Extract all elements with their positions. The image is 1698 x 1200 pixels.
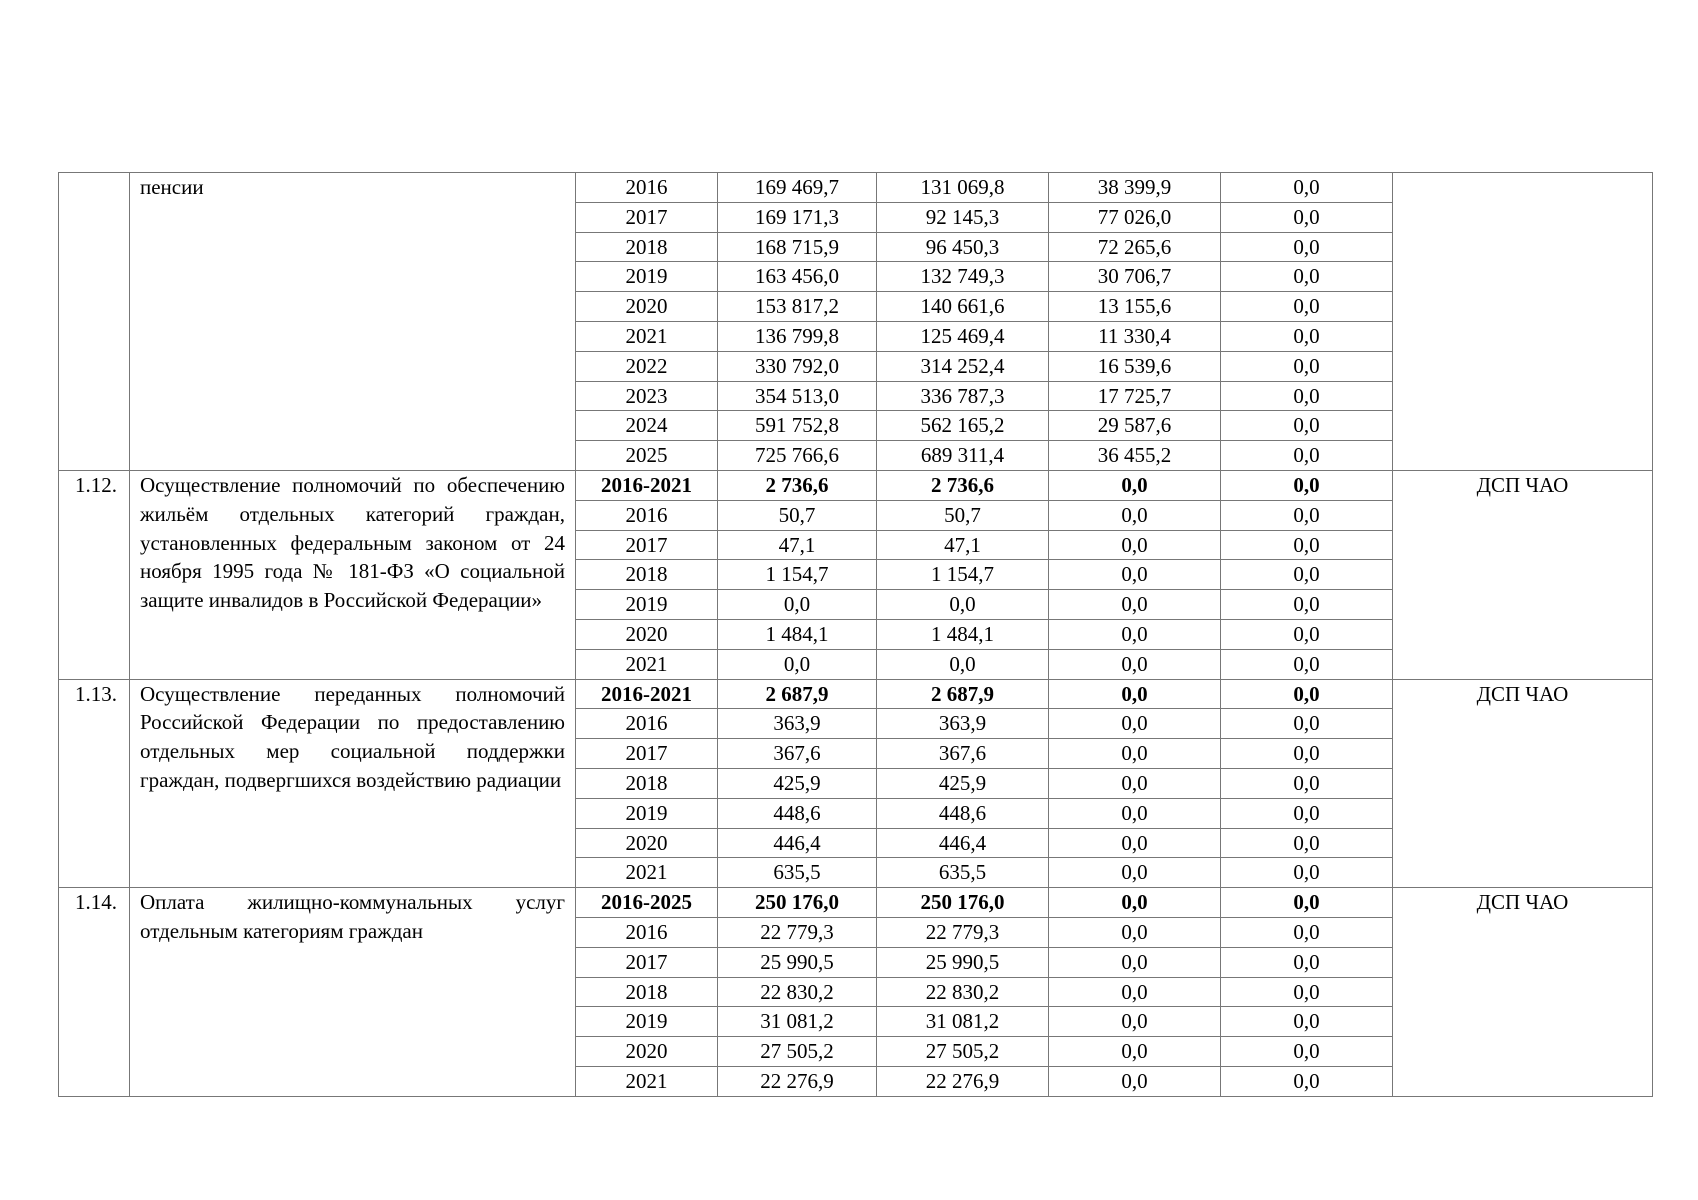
funding-cell-2: 336 787,3 bbox=[877, 381, 1049, 411]
funding-cell-2: 140 661,6 bbox=[877, 292, 1049, 322]
period-cell: 2020 bbox=[576, 292, 718, 322]
funding-cell-4: 0,0 bbox=[1221, 977, 1393, 1007]
funding-cell-4: 0,0 bbox=[1221, 560, 1393, 590]
funding-cell-4: 0,0 bbox=[1221, 888, 1393, 918]
funding-cell-3: 72 265,6 bbox=[1049, 232, 1221, 262]
total-amount-cell: 635,5 bbox=[718, 858, 877, 888]
total-amount-cell: 354 513,0 bbox=[718, 381, 877, 411]
item-description: Осуществление переданных полномочий Российской Федерации по предоставлению отдельных мер социальной поддержки граждан, подвергшихся воздействию радиации bbox=[130, 679, 576, 888]
total-amount-cell: 22 830,2 bbox=[718, 977, 877, 1007]
period-cell: 2020 bbox=[576, 828, 718, 858]
funding-cell-4: 0,0 bbox=[1221, 798, 1393, 828]
period-cell: 2016 bbox=[576, 917, 718, 947]
funding-cell-4: 0,0 bbox=[1221, 321, 1393, 351]
executor-cell bbox=[1393, 173, 1653, 471]
funding-cell-3: 0,0 bbox=[1049, 709, 1221, 739]
funding-cell-3: 0,0 bbox=[1049, 679, 1221, 709]
funding-cell-3: 0,0 bbox=[1049, 828, 1221, 858]
total-amount-cell: 446,4 bbox=[718, 828, 877, 858]
total-amount-cell: 25 990,5 bbox=[718, 947, 877, 977]
funding-cell-3: 0,0 bbox=[1049, 858, 1221, 888]
total-amount-cell: 363,9 bbox=[718, 709, 877, 739]
period-cell: 2018 bbox=[576, 560, 718, 590]
funding-cell-2: 22 276,9 bbox=[877, 1066, 1049, 1096]
funding-cell-3: 30 706,7 bbox=[1049, 262, 1221, 292]
funding-cell-3: 0,0 bbox=[1049, 977, 1221, 1007]
period-cell: 2019 bbox=[576, 1007, 718, 1037]
total-amount-cell: 1 154,7 bbox=[718, 560, 877, 590]
funding-cell-4: 0,0 bbox=[1221, 351, 1393, 381]
funding-cell-3: 0,0 bbox=[1049, 917, 1221, 947]
funding-cell-3: 0,0 bbox=[1049, 947, 1221, 977]
total-amount-cell: 2 736,6 bbox=[718, 470, 877, 500]
funding-cell-2: 25 990,5 bbox=[877, 947, 1049, 977]
funding-cell-4: 0,0 bbox=[1221, 262, 1393, 292]
funding-cell-3: 0,0 bbox=[1049, 1037, 1221, 1067]
item-description: Оплата жилищно-коммунальных услуг отдельным категориям граждан bbox=[130, 888, 576, 1097]
funding-cell-4: 0,0 bbox=[1221, 232, 1393, 262]
funding-cell-3: 0,0 bbox=[1049, 888, 1221, 918]
table-row bbox=[59, 173, 1653, 203]
funding-cell-2: 47,1 bbox=[877, 530, 1049, 560]
funding-cell-2: 22 830,2 bbox=[877, 977, 1049, 1007]
period-cell: 2019 bbox=[576, 798, 718, 828]
funding-cell-2: 363,9 bbox=[877, 709, 1049, 739]
table-body bbox=[59, 173, 1653, 1097]
item-description: пенсии bbox=[130, 173, 576, 471]
total-amount-cell: 0,0 bbox=[718, 590, 877, 620]
funding-cell-2: 1 154,7 bbox=[877, 560, 1049, 590]
period-cell: 2016 bbox=[576, 173, 718, 203]
funding-cell-2: 50,7 bbox=[877, 500, 1049, 530]
executor-cell: ДСП ЧАО bbox=[1393, 470, 1653, 679]
total-amount-cell: 168 715,9 bbox=[718, 232, 877, 262]
funding-cell-4: 0,0 bbox=[1221, 202, 1393, 232]
funding-cell-2: 2 736,6 bbox=[877, 470, 1049, 500]
funding-cell-2: 31 081,2 bbox=[877, 1007, 1049, 1037]
item-number bbox=[59, 173, 130, 471]
total-amount-cell: 0,0 bbox=[718, 649, 877, 679]
item-number: 1.13. bbox=[59, 679, 130, 888]
funding-cell-3: 0,0 bbox=[1049, 590, 1221, 620]
table-row bbox=[59, 888, 1653, 918]
funding-cell-3: 0,0 bbox=[1049, 768, 1221, 798]
budget-table bbox=[58, 172, 1653, 1097]
item-description: Осуществление полномочий по обеспечению жильём отдельных категорий граждан, установленных федеральным законом от 24 ноября 1995 года № 181-ФЗ «О социальной защите инвалидов в Российской Федерации» bbox=[130, 470, 576, 679]
funding-cell-3: 17 725,7 bbox=[1049, 381, 1221, 411]
funding-cell-4: 0,0 bbox=[1221, 173, 1393, 203]
period-cell: 2025 bbox=[576, 441, 718, 471]
funding-cell-4: 0,0 bbox=[1221, 679, 1393, 709]
item-number: 1.14. bbox=[59, 888, 130, 1097]
funding-cell-3: 13 155,6 bbox=[1049, 292, 1221, 322]
funding-cell-4: 0,0 bbox=[1221, 530, 1393, 560]
funding-cell-3: 77 026,0 bbox=[1049, 202, 1221, 232]
funding-cell-4: 0,0 bbox=[1221, 292, 1393, 322]
funding-cell-2: 2 687,9 bbox=[877, 679, 1049, 709]
funding-cell-4: 0,0 bbox=[1221, 917, 1393, 947]
funding-cell-3: 0,0 bbox=[1049, 798, 1221, 828]
funding-cell-3: 16 539,6 bbox=[1049, 351, 1221, 381]
total-amount-cell: 425,9 bbox=[718, 768, 877, 798]
period-cell: 2020 bbox=[576, 1037, 718, 1067]
total-amount-cell: 31 081,2 bbox=[718, 1007, 877, 1037]
table-row bbox=[59, 679, 1653, 709]
funding-cell-2: 425,9 bbox=[877, 768, 1049, 798]
executor-cell: ДСП ЧАО bbox=[1393, 888, 1653, 1097]
total-amount-cell: 169 171,3 bbox=[718, 202, 877, 232]
funding-cell-2: 562 165,2 bbox=[877, 411, 1049, 441]
funding-cell-2: 22 779,3 bbox=[877, 917, 1049, 947]
funding-cell-4: 0,0 bbox=[1221, 1007, 1393, 1037]
period-cell: 2024 bbox=[576, 411, 718, 441]
total-amount-cell: 250 176,0 bbox=[718, 888, 877, 918]
period-cell: 2016-2021 bbox=[576, 470, 718, 500]
funding-cell-2: 1 484,1 bbox=[877, 619, 1049, 649]
funding-cell-4: 0,0 bbox=[1221, 858, 1393, 888]
total-amount-cell: 169 469,7 bbox=[718, 173, 877, 203]
funding-cell-3: 0,0 bbox=[1049, 1007, 1221, 1037]
total-amount-cell: 22 779,3 bbox=[718, 917, 877, 947]
funding-cell-2: 125 469,4 bbox=[877, 321, 1049, 351]
funding-cell-2: 635,5 bbox=[877, 858, 1049, 888]
total-amount-cell: 22 276,9 bbox=[718, 1066, 877, 1096]
funding-cell-3: 11 330,4 bbox=[1049, 321, 1221, 351]
funding-cell-2: 367,6 bbox=[877, 739, 1049, 769]
funding-cell-4: 0,0 bbox=[1221, 590, 1393, 620]
funding-cell-3: 38 399,9 bbox=[1049, 173, 1221, 203]
period-cell: 2019 bbox=[576, 590, 718, 620]
total-amount-cell: 367,6 bbox=[718, 739, 877, 769]
total-amount-cell: 47,1 bbox=[718, 530, 877, 560]
total-amount-cell: 153 817,2 bbox=[718, 292, 877, 322]
funding-cell-2: 446,4 bbox=[877, 828, 1049, 858]
table-row bbox=[59, 470, 1653, 500]
funding-cell-3: 0,0 bbox=[1049, 1066, 1221, 1096]
total-amount-cell: 330 792,0 bbox=[718, 351, 877, 381]
funding-cell-2: 689 311,4 bbox=[877, 441, 1049, 471]
period-cell: 2016 bbox=[576, 500, 718, 530]
total-amount-cell: 725 766,6 bbox=[718, 441, 877, 471]
period-cell: 2016 bbox=[576, 709, 718, 739]
funding-cell-2: 250 176,0 bbox=[877, 888, 1049, 918]
funding-cell-3: 0,0 bbox=[1049, 500, 1221, 530]
period-cell: 2022 bbox=[576, 351, 718, 381]
funding-cell-4: 0,0 bbox=[1221, 649, 1393, 679]
total-amount-cell: 27 505,2 bbox=[718, 1037, 877, 1067]
period-cell: 2020 bbox=[576, 619, 718, 649]
funding-cell-2: 131 069,8 bbox=[877, 173, 1049, 203]
funding-cell-2: 92 145,3 bbox=[877, 202, 1049, 232]
period-cell: 2021 bbox=[576, 858, 718, 888]
period-cell: 2018 bbox=[576, 977, 718, 1007]
funding-cell-4: 0,0 bbox=[1221, 709, 1393, 739]
period-cell: 2017 bbox=[576, 947, 718, 977]
funding-cell-2: 448,6 bbox=[877, 798, 1049, 828]
funding-cell-3: 0,0 bbox=[1049, 619, 1221, 649]
period-cell: 2018 bbox=[576, 768, 718, 798]
period-cell: 2021 bbox=[576, 321, 718, 351]
funding-cell-2: 96 450,3 bbox=[877, 232, 1049, 262]
total-amount-cell: 50,7 bbox=[718, 500, 877, 530]
funding-cell-3: 36 455,2 bbox=[1049, 441, 1221, 471]
funding-cell-2: 27 505,2 bbox=[877, 1037, 1049, 1067]
funding-cell-4: 0,0 bbox=[1221, 1037, 1393, 1067]
funding-cell-2: 0,0 bbox=[877, 590, 1049, 620]
funding-cell-3: 0,0 bbox=[1049, 739, 1221, 769]
funding-cell-3: 29 587,6 bbox=[1049, 411, 1221, 441]
period-cell: 2018 bbox=[576, 232, 718, 262]
period-cell: 2016-2025 bbox=[576, 888, 718, 918]
funding-cell-3: 0,0 bbox=[1049, 470, 1221, 500]
funding-cell-2: 0,0 bbox=[877, 649, 1049, 679]
total-amount-cell: 163 456,0 bbox=[718, 262, 877, 292]
total-amount-cell: 448,6 bbox=[718, 798, 877, 828]
funding-cell-4: 0,0 bbox=[1221, 500, 1393, 530]
funding-cell-4: 0,0 bbox=[1221, 828, 1393, 858]
period-cell: 2017 bbox=[576, 739, 718, 769]
executor-cell: ДСП ЧАО bbox=[1393, 679, 1653, 888]
funding-cell-4: 0,0 bbox=[1221, 381, 1393, 411]
period-cell: 2021 bbox=[576, 649, 718, 679]
funding-cell-4: 0,0 bbox=[1221, 411, 1393, 441]
period-cell: 2017 bbox=[576, 202, 718, 232]
period-cell: 2017 bbox=[576, 530, 718, 560]
total-amount-cell: 1 484,1 bbox=[718, 619, 877, 649]
period-cell: 2019 bbox=[576, 262, 718, 292]
funding-cell-4: 0,0 bbox=[1221, 768, 1393, 798]
total-amount-cell: 136 799,8 bbox=[718, 321, 877, 351]
funding-cell-4: 0,0 bbox=[1221, 470, 1393, 500]
funding-cell-2: 132 749,3 bbox=[877, 262, 1049, 292]
total-amount-cell: 2 687,9 bbox=[718, 679, 877, 709]
funding-cell-3: 0,0 bbox=[1049, 560, 1221, 590]
period-cell: 2021 bbox=[576, 1066, 718, 1096]
funding-cell-4: 0,0 bbox=[1221, 619, 1393, 649]
total-amount-cell: 591 752,8 bbox=[718, 411, 877, 441]
period-cell: 2023 bbox=[576, 381, 718, 411]
period-cell: 2016-2021 bbox=[576, 679, 718, 709]
funding-cell-4: 0,0 bbox=[1221, 1066, 1393, 1096]
funding-cell-2: 314 252,4 bbox=[877, 351, 1049, 381]
item-number: 1.12. bbox=[59, 470, 130, 679]
funding-cell-4: 0,0 bbox=[1221, 739, 1393, 769]
funding-cell-4: 0,0 bbox=[1221, 441, 1393, 471]
funding-cell-3: 0,0 bbox=[1049, 530, 1221, 560]
funding-cell-4: 0,0 bbox=[1221, 947, 1393, 977]
funding-cell-3: 0,0 bbox=[1049, 649, 1221, 679]
